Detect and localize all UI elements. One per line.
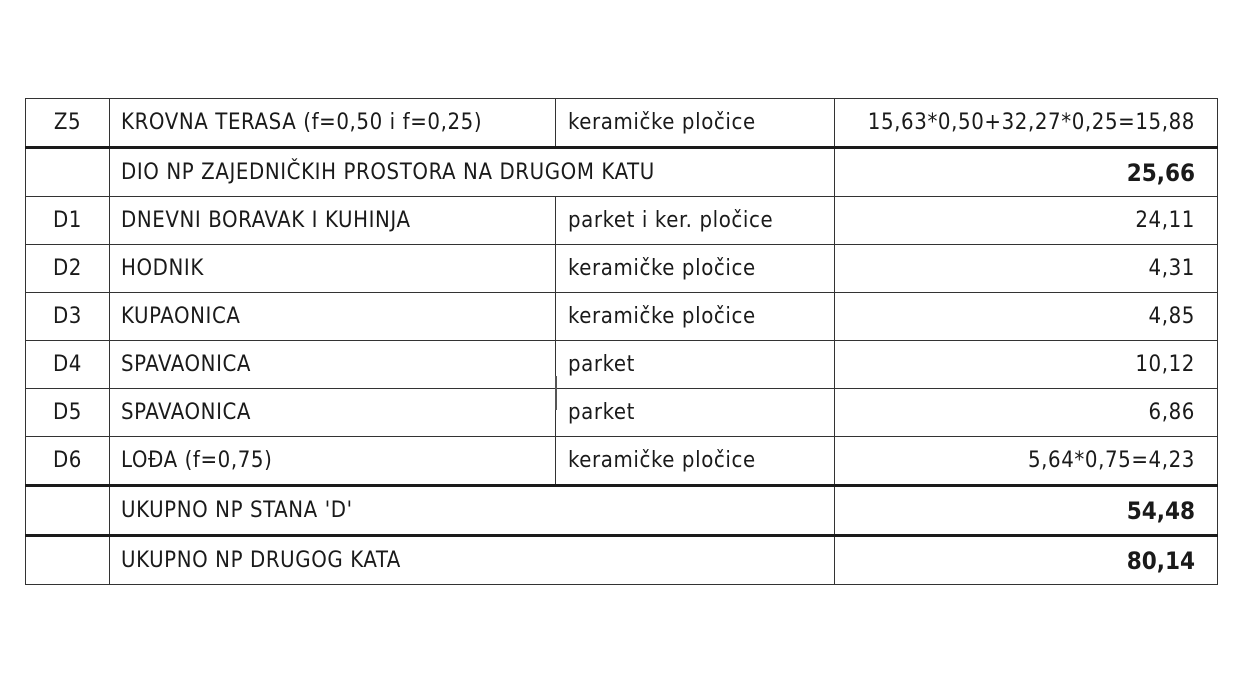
- table-row: [26, 437, 1218, 486]
- room-name: KROVNA TERASA (f=0,50 i f=0,25): [110, 99, 556, 148]
- area-value: 15,63*0,50+32,27*0,25=15,88: [835, 99, 1218, 148]
- room-code: D4: [26, 341, 110, 389]
- floor-material: keramičke pločice: [556, 437, 835, 486]
- area-value: 4,85: [835, 293, 1218, 341]
- room-name: LOĐA (f=0,75): [110, 437, 556, 486]
- table-row: [26, 197, 1218, 245]
- total-value: 80,14: [835, 536, 1218, 585]
- area-value: 24,11: [835, 197, 1218, 245]
- floor-material: keramičke pločice: [556, 293, 835, 341]
- area-value: 6,86: [835, 389, 1218, 437]
- room-name: DNEVNI BORAVAK I KUHINJA: [110, 197, 556, 245]
- subtotal-row: [26, 148, 1218, 197]
- table-row: [26, 99, 1218, 148]
- subtotal-label: DIO NP ZAJEDNIČKIH PROSTORA NA DRUGOM KATU: [110, 148, 835, 197]
- table-row: [26, 341, 1218, 389]
- empty-cell: [26, 148, 110, 197]
- total-label: UKUPNO NP DRUGOG KATA: [110, 536, 835, 585]
- room-code: Z5: [26, 99, 110, 148]
- area-value: 5,64*0,75=4,23: [835, 437, 1218, 486]
- room-code: D5: [26, 389, 110, 437]
- table-row: [26, 293, 1218, 341]
- floor-material: parket: [556, 341, 835, 389]
- floor-material: parket: [556, 389, 835, 437]
- room-code: D1: [26, 197, 110, 245]
- subtotal-value: 25,66: [835, 148, 1218, 197]
- area-value: 10,12: [835, 341, 1218, 389]
- table-row: [26, 245, 1218, 293]
- subtotal-row: [26, 486, 1218, 536]
- room-name: SPAVAONICA: [110, 389, 556, 437]
- room-code: D2: [26, 245, 110, 293]
- room-name: KUPAONICA: [110, 293, 556, 341]
- room-name: SPAVAONICA: [110, 341, 556, 389]
- floor-material: parket i ker. pločice: [556, 197, 835, 245]
- room-name: HODNIK: [110, 245, 556, 293]
- empty-cell: [26, 486, 110, 536]
- empty-cell: [26, 536, 110, 585]
- room-code: D3: [26, 293, 110, 341]
- text-cursor: [555, 376, 557, 410]
- floor-material: keramičke pločice: [556, 245, 835, 293]
- table-row: [26, 389, 1218, 437]
- area-value: 4,31: [835, 245, 1218, 293]
- floor-material: keramičke pločice: [556, 99, 835, 148]
- area-table: [25, 98, 1218, 585]
- subtotal-label: UKUPNO NP STANA 'D': [110, 486, 835, 536]
- room-code: D6: [26, 437, 110, 486]
- total-row: [26, 536, 1218, 585]
- subtotal-value: 54,48: [835, 486, 1218, 536]
